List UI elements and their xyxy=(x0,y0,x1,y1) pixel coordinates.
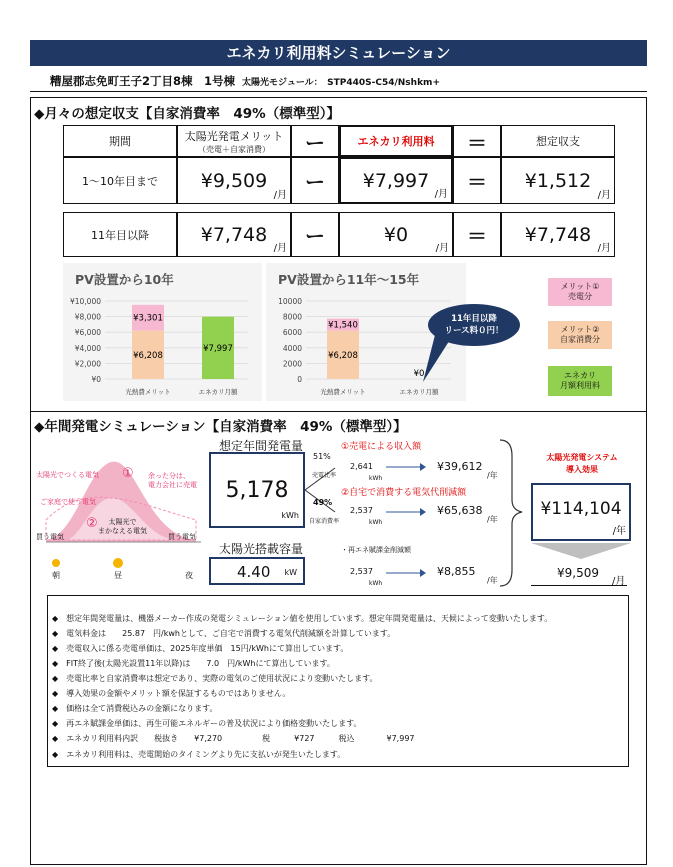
legend-self: メリット② 自家消費分 xyxy=(548,321,612,349)
header-balance: 想定収支 xyxy=(501,125,615,157)
note-4: ◆ FIT終了後(太陽光設置11年以降)は 7.0 円/kWhにて算出しています。 xyxy=(52,659,335,668)
x-tick-label: 光熱費メリット xyxy=(320,388,366,396)
section-divider xyxy=(30,411,647,412)
row2-merit-value: ¥7,748 xyxy=(200,223,268,246)
y-tick-label: 8000 xyxy=(282,312,302,322)
generation-diagram xyxy=(36,440,211,585)
x-tick-label: 光熱費メリット xyxy=(125,388,171,396)
header-fee: エネカリ利用料 xyxy=(339,125,453,157)
chart-10years-plot xyxy=(63,263,262,401)
item2-yen: ¥65,638 xyxy=(437,504,483,517)
row1-fee-unit: /月 xyxy=(434,189,448,200)
row2-minus xyxy=(291,212,339,257)
item1-kwh-unit: kWh xyxy=(369,475,383,482)
item3-kwh: 2,537 xyxy=(350,567,373,576)
note-10: ◆ エネカリ利用料は、売電開始のタイミングより先に支払いが発生いたします。 xyxy=(52,750,346,759)
header-minus xyxy=(291,125,339,157)
row1-minus xyxy=(291,157,339,204)
note-5: ◆ 売電比率と自家消費率は想定であり、実際の電気のご使用状況により変動いたします。 xyxy=(52,674,378,683)
capacity-label: 太陽光搭載容量 xyxy=(219,542,304,556)
bullet: ◆ xyxy=(52,719,59,728)
note-7: ◆ 価格は全て消費税込みの金額になります。 xyxy=(52,704,218,713)
cover-label: 太陽光で まかなえる電気 xyxy=(98,518,147,536)
note-8: ◆ 再エネ賦課金単価は、再生可能エネルギーの普及状況により価格変動いたします。 xyxy=(52,719,362,728)
bullet: ◆ xyxy=(52,734,59,743)
chart-10years-title: PV設置から10年 xyxy=(75,272,174,287)
item1-per-year: /年 xyxy=(487,471,498,480)
mark-1: ① xyxy=(122,466,134,481)
module-name: 太陽光モジュール： STP440S-C54/Nshkm+ xyxy=(242,78,440,88)
row2-balance-value: ¥7,748 xyxy=(524,223,592,246)
row2-fee-unit: /月 xyxy=(435,243,449,254)
home-power-label: ご家庭で使う電気 xyxy=(40,498,96,506)
x-tick-label: エネカリ月額 xyxy=(198,388,238,396)
gen-unit: kWh xyxy=(281,511,299,520)
gen-box xyxy=(209,452,305,528)
effect-label: 太陽光発電システム 導入効果 xyxy=(546,453,618,474)
mark-2: ② xyxy=(86,516,98,531)
note-3: ◆ 売電収入に係る売電単価は、2025年度単価 15円/kWhにて算出しています。 xyxy=(52,644,349,653)
item3-kwh-unit: kWh xyxy=(369,580,383,587)
row1-fee xyxy=(339,157,453,204)
effect-value: ¥114,104 xyxy=(540,499,622,519)
bullet: ◆ xyxy=(52,689,59,698)
note-6: ◆ 導入効果の金額やメリット額を保証するものではありません。 xyxy=(52,689,291,698)
bullet: ◆ xyxy=(52,629,59,638)
row2-fee xyxy=(339,212,453,257)
page-title: エネカリ利用料シミュレーション xyxy=(30,40,647,66)
bracket xyxy=(498,438,524,588)
y-tick-label: 2000 xyxy=(282,359,302,369)
row1-merit-value: ¥9,509 xyxy=(200,169,268,192)
data-label: ¥6,208 xyxy=(133,350,163,361)
capacity-unit: kW xyxy=(284,568,297,577)
note-1: ◆ 想定年間発電量は、機器メーカー作成の発電シミュレーション値を使用しています。想定年間発電量は、天候によって変動いたします。 xyxy=(52,614,553,623)
buy-left-label: 買う電気 xyxy=(36,533,64,541)
item3-yen: ¥8,855 xyxy=(437,565,476,578)
gen-value: 5,178 xyxy=(225,478,289,503)
capacity-value: 4.40 xyxy=(237,563,271,581)
effect-box xyxy=(531,483,631,541)
item2-label: ②自宅で消費する電気代削減額 xyxy=(341,488,467,498)
down-arrow-icon xyxy=(531,543,631,561)
y-tick-label: ¥4,000 xyxy=(74,343,101,353)
arrow-icon xyxy=(386,462,426,472)
note-9: ◆ エネカリ利用料内訳 税抜き ¥7,270 税 ¥727 税込 ¥7,997 xyxy=(52,734,415,743)
item2-per-year: /年 xyxy=(487,515,498,524)
row1-balance-value: ¥1,512 xyxy=(524,169,592,192)
minus-symbol: ー xyxy=(305,224,325,248)
header-equals xyxy=(453,125,501,157)
header-merit-label: 太陽光発電メリット xyxy=(184,129,284,143)
item2-kwh-unit: kWh xyxy=(369,519,383,526)
x-tick-label: エネカリ月額 xyxy=(399,388,439,396)
night-label: 夜 xyxy=(185,571,193,580)
row1-fee-value: ¥7,997 xyxy=(362,169,430,192)
gen-label: 想定年間発電量 xyxy=(219,439,304,453)
effect-per-year: /年 xyxy=(612,526,626,537)
row2-fee-value: ¥0 xyxy=(383,223,409,246)
data-label: ¥0 xyxy=(413,369,425,379)
arrow-icon xyxy=(386,568,426,578)
y-tick-label: ¥6,000 xyxy=(74,328,101,338)
data-label: ¥1,540 xyxy=(328,320,358,331)
y-tick-label: 4000 xyxy=(282,343,302,353)
chart-11-15years-title: PV設置から11年～15年 xyxy=(278,272,420,287)
bullet: ◆ xyxy=(52,750,59,759)
sell-surplus-label: 余った分は、 電力会社に売電 xyxy=(148,472,197,490)
y-tick-label: 6000 xyxy=(282,328,302,338)
legend-fee: エネカリ 月額利用料 xyxy=(548,366,612,396)
equals-symbol: ＝ xyxy=(467,130,487,155)
address-underline xyxy=(30,91,647,92)
bullet: ◆ xyxy=(52,644,59,653)
item1-label: ①売電による収入額 xyxy=(341,442,422,452)
minus-symbol: ー xyxy=(305,170,325,194)
item1-kwh: 2,641 xyxy=(350,462,373,471)
sun-power-label: 太陽光でつくる電気 xyxy=(36,471,99,479)
row1-equals xyxy=(453,157,501,204)
minus-symbol: ー xyxy=(305,130,325,155)
monthly-effect-unit: /月 xyxy=(612,576,626,587)
item3-label: ・再エネ賦課金削減額 xyxy=(341,546,411,554)
bullet: ◆ xyxy=(52,659,59,668)
equals-symbol: ＝ xyxy=(467,224,487,248)
monthly-effect-value: ¥9,509 xyxy=(557,566,599,580)
address: 糟屋郡志免町王子2丁目8棟 1号棟 xyxy=(50,74,236,88)
sale-ratio-label: 売電比率 xyxy=(312,472,337,479)
data-label: ¥6,208 xyxy=(328,350,358,361)
equals-symbol: ＝ xyxy=(467,170,487,194)
row2-balance-unit: /月 xyxy=(597,243,611,254)
item2-kwh: 2,537 xyxy=(350,506,373,515)
y-tick-label: 0 xyxy=(297,375,302,384)
y-tick-label: ¥2,000 xyxy=(74,359,101,369)
legend-sale: メリット① 売電分 xyxy=(548,278,612,306)
bullet: ◆ xyxy=(52,614,59,623)
y-tick-label: 10000 xyxy=(278,297,302,306)
data-label: ¥3,301 xyxy=(133,313,163,324)
header-period: 期間 xyxy=(63,125,177,157)
header-merit xyxy=(177,125,291,157)
row2-equals xyxy=(453,212,501,257)
sale-ratio: 51% xyxy=(313,452,331,461)
data-label: ¥7,997 xyxy=(203,343,233,354)
row2-merit xyxy=(177,212,291,257)
monthly-effect-underline xyxy=(531,585,627,586)
item3-per-year: /年 xyxy=(487,576,498,585)
y-tick-label: ¥10,000 xyxy=(69,297,101,306)
bullet: ◆ xyxy=(52,674,59,683)
morning-label: 朝 xyxy=(52,571,60,580)
row1-merit-unit: /月 xyxy=(273,190,287,201)
noon-label: 昼 xyxy=(114,571,122,580)
annual-section-title: ◆年間発電シミュレーション【自家消費率 49%（標準型）】 xyxy=(34,419,407,435)
bullet: ◆ xyxy=(52,704,59,713)
row2-balance xyxy=(501,212,615,257)
callout-free-lease: 11年目以降 リース料０円！ xyxy=(428,304,520,346)
self-ratio: 49% xyxy=(313,498,333,507)
arrow-icon xyxy=(386,507,426,517)
row1-merit xyxy=(177,157,291,204)
note-2: ◆ 電気料金は 25.87 円/kwhとして、ご自宅で消費する電気代削減額を計算しています。 xyxy=(52,629,396,638)
capacity-box xyxy=(209,557,305,585)
y-tick-label: ¥8,000 xyxy=(74,312,101,322)
row1-balance-unit: /月 xyxy=(597,190,611,201)
row2-period: 11年目以降 xyxy=(63,212,177,257)
monthly-section-title: ◆月々の想定収支【自家消費率 49%（標準型）】 xyxy=(34,106,340,122)
diagram-graphic xyxy=(36,440,211,585)
chart-10years xyxy=(63,263,262,401)
header-merit-sub: （売電＋自家消費） xyxy=(198,144,270,154)
buy-right-label: 買う電気 xyxy=(168,533,196,541)
row2-merit-unit: /月 xyxy=(273,243,287,254)
row1-balance xyxy=(501,157,615,204)
row1-period: 1～10年目まで xyxy=(63,157,177,204)
y-tick-label: ¥0 xyxy=(91,375,101,384)
item1-yen: ¥39,612 xyxy=(437,460,483,473)
self-ratio-label: 自家消費率 xyxy=(309,518,340,525)
